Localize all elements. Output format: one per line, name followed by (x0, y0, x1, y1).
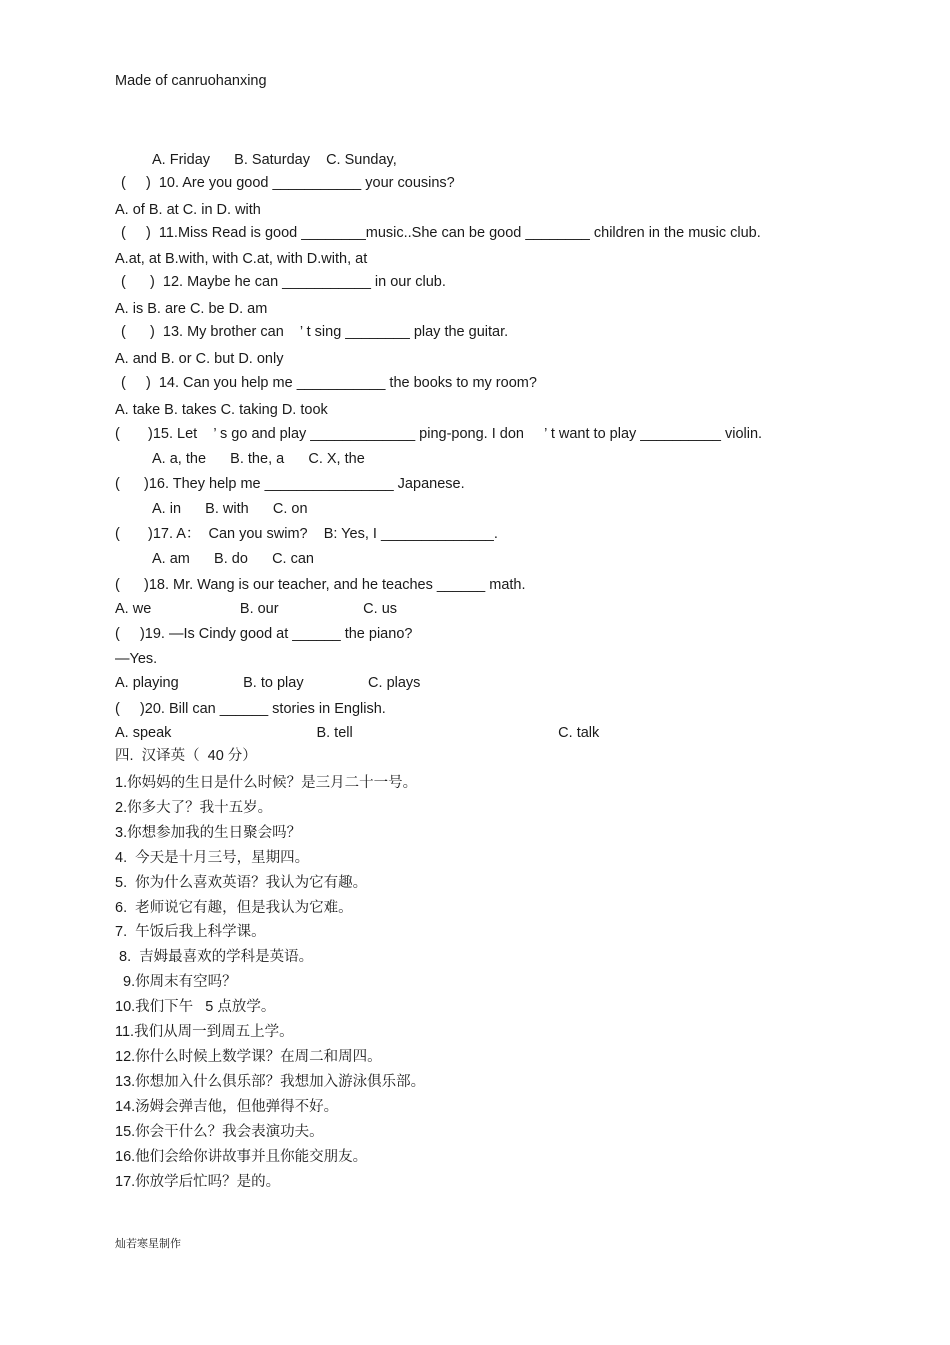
q13-options: A. and B. or C. but D. only (115, 351, 284, 367)
translation-item-5: 5. 你为什么喜欢英语？我认为它有趣。 (115, 875, 368, 891)
translation-item-15: 15.你会干什么？我会表演功夫。 (115, 1124, 324, 1140)
section-heading-translation: 四. 汉译英（ 40 分） (115, 748, 257, 764)
translation-item-9: 9.你周末有空吗？ (115, 974, 237, 990)
q9-options: A. Friday B. Saturday C. Sunday, (152, 152, 397, 168)
q11-options: A.at, at B.with, with C.at, with D.with, at (115, 251, 368, 267)
translation-item-8: 8. 吉姆最喜欢的学科是英语。 (115, 949, 314, 965)
q20-options: A. speak B. tell C. talk (115, 725, 600, 741)
question-12: ( ) 12. Maybe he can ___________ in our club. (121, 274, 446, 290)
translation-item-3: 3.你想参加我的生日聚会吗？ (115, 825, 302, 841)
translation-item-12: 12.你什么时候上数学课？在周二和周四。 (115, 1049, 382, 1065)
translation-item-13: 13.你想加入什么俱乐部？我想加入游泳俱乐部。 (115, 1074, 426, 1090)
q10-options: A. of B. at C. in D. with (115, 202, 261, 218)
q16-options: A. in B. with C. on (152, 501, 308, 517)
question-20: ( )20. Bill can ______ stories in English. (115, 701, 386, 717)
translation-item-14: 14.汤姆会弹吉他，但他弹得不好。 (115, 1099, 339, 1115)
page-footer: 灿若寒星制作 (115, 1238, 181, 1250)
question-16: ( )16. They help me ________________ Japanese. (115, 476, 465, 492)
q19-answer: —Yes. (115, 651, 158, 667)
q18-options: A. we B. our C. us (115, 601, 398, 617)
translation-item-17: 17.你放学后忙吗？是的。 (115, 1174, 281, 1190)
question-13: ( ) 13. My brother can ’ t sing ________ play the guitar. (121, 324, 509, 340)
q17-options: A. am B. do C. can (152, 551, 314, 567)
question-14: ( ) 14. Can you help me ___________ the books to my room? (121, 375, 537, 391)
question-11: ( ) 11.Miss Read is good ________music..She can be good ________ children in the music club. (121, 225, 761, 241)
translation-item-16: 16.他们会给你讲故事并且你能交朋友。 (115, 1149, 368, 1165)
question-18: ( )18. Mr. Wang is our teacher, and he teaches ______ math. (115, 577, 526, 593)
page-header: Made of canruohanxing (115, 73, 267, 89)
q14-options: A. take B. takes C. taking D. took (115, 402, 328, 418)
q19-options: A. playing B. to play C. plays (115, 675, 421, 691)
question-17: ( )17. A： Can you swim? B: Yes, I ______________. (115, 526, 498, 542)
translation-item-10: 10.我们下午 5 点放学。 (115, 999, 276, 1015)
question-10: ( ) 10. Are you good ___________ your cousins? (121, 175, 455, 191)
translation-item-2: 2.你多大了？我十五岁。 (115, 800, 273, 816)
translation-item-7: 7. 午饭后我上科学课。 (115, 924, 266, 940)
translation-item-4: 4. 今天是十月三号，星期四。 (115, 850, 310, 866)
question-15: ( )15. Let ’ s go and play _____________ ping-pong. I don ’ t want to play __________ violin. (115, 426, 763, 442)
translation-item-1: 1.你妈妈的生日是什么时候？是三月二十一号。 (115, 775, 418, 791)
translation-item-11: 11.我们从周一到周五上学。 (115, 1024, 294, 1040)
q12-options: A. is B. are C. be D. am (115, 301, 268, 317)
question-19: ( )19. —Is Cindy good at ______ the piano? (115, 626, 413, 642)
q15-options: A. a, the B. the, a C. X, the (152, 451, 365, 467)
translation-item-6: 6. 老师说它有趣，但是我认为它难。 (115, 900, 353, 916)
